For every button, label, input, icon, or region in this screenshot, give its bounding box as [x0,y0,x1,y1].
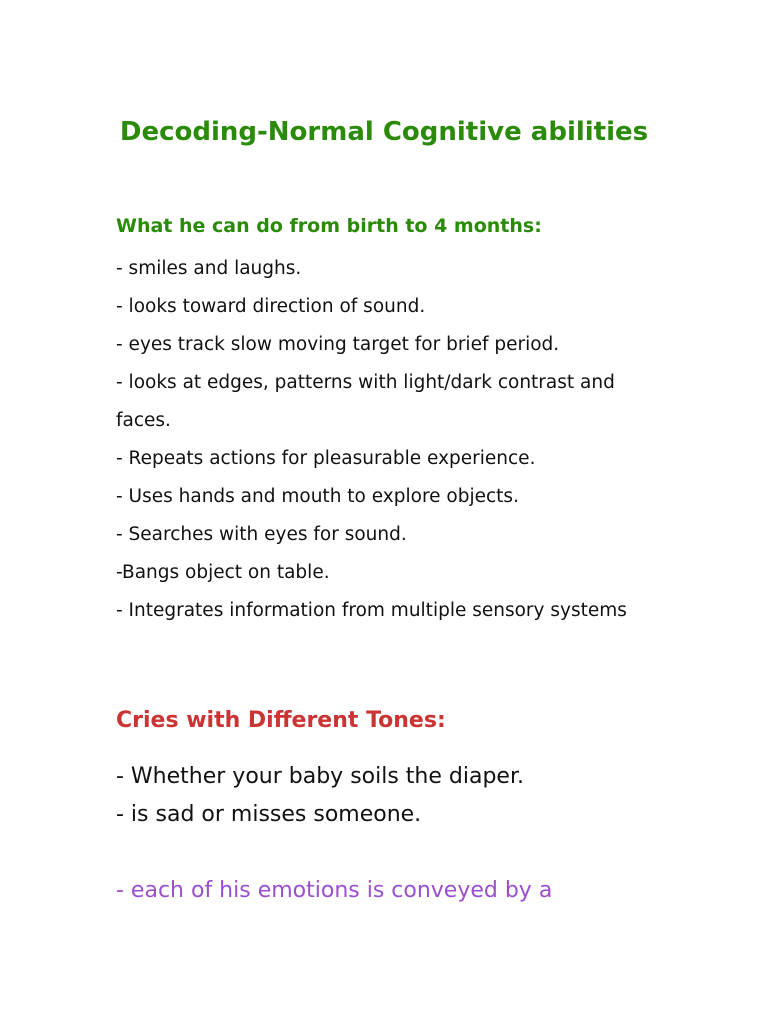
list-item: - Whether your baby soils the diaper. [116,764,524,789]
list-item: - is sad or misses someone. [116,802,422,827]
list-item: - smiles and laughs. [116,258,302,279]
list-item: - Uses hands and mouth to explore objects. [116,486,519,507]
cries-list [116,758,524,834]
list-item: - looks at edges, patterns with light/dark contrast and faces. [116,372,615,431]
list-item: - looks toward direction of sound. [116,296,426,317]
list-item: - Repeats actions for pleasurable experience. [116,448,536,469]
list-item: - eyes track slow moving target for brief period. [116,334,560,355]
age-range-subheading: What he can do from birth to 4 months: [116,215,542,237]
cries-heading: Cries with Different Tones: [116,708,446,733]
page-title: Decoding-Normal Cognitive abilities [119,117,649,147]
list-item: -Bangs object on table. [116,562,330,583]
emotion-line: - each of his emotions is conveyed by a [116,878,553,903]
list-item: - Searches with eyes for sound. [116,524,407,545]
abilities-list [116,250,656,630]
list-item: - Integrates information from multiple sensory systems [116,600,627,621]
